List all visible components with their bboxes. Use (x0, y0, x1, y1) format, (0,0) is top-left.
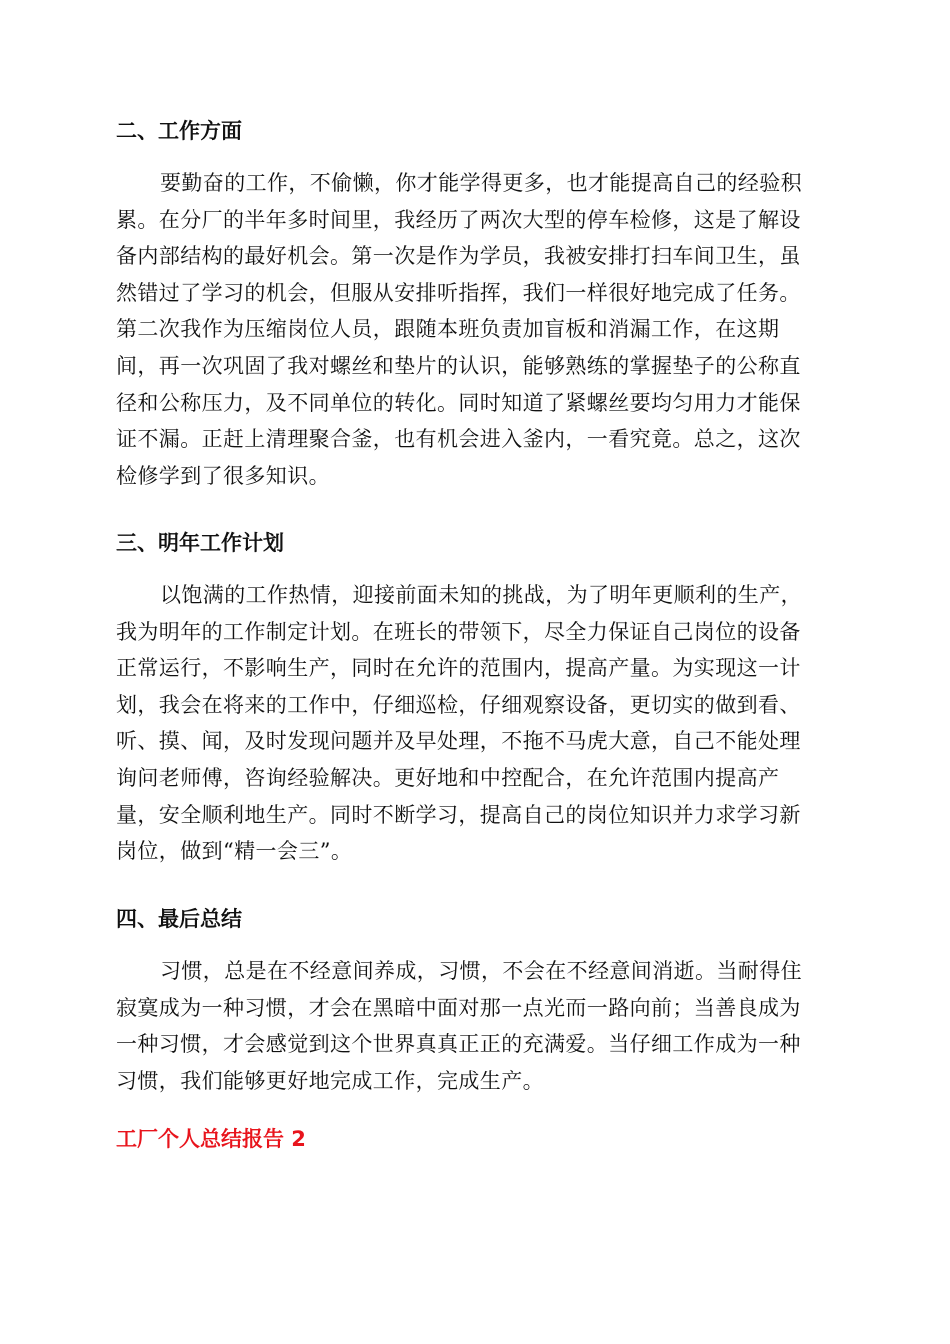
body-line: 询问老师傅，咨询经验解决。更好地和中控配合，在允许范围内提高产 (116, 765, 780, 790)
body-line: 量，安全顺利地生产。同时不断学习，提高自己的岗位知识并力求学习新 (116, 802, 801, 827)
body-line: 习惯，我们能够更好地完成工作，完成生产。 (116, 1068, 544, 1093)
body-line: 正常运行，不影响生产，同时在允许的范围内，提高产量。为实现这一计 (116, 656, 801, 681)
body-line: 检修学到了很多知识。 (116, 463, 330, 488)
body-line: 间，再一次巩固了我对螺丝和垫片的认识，能够熟练的掌握垫子的公称直 (116, 353, 801, 378)
body-line: 以饱满的工作热情，迎接前面未知的挑战，为了明年更顺利的生产， (160, 583, 802, 607)
next-report-title: 工厂个人总结报告 2 (116, 1127, 306, 1151)
body-line: 第二次我作为压缩岗位人员，跟随本班负责加盲板和消漏工作，在这期 (116, 317, 780, 342)
body-line: 证不漏。正赶上清理聚合釜，也有机会进入釜内，一看究竟。总之，这次 (116, 427, 801, 452)
body-line: 习惯，总是在不经意间养成，习惯，不会在不经意间消逝。当耐得住 (160, 959, 802, 983)
body-line: 备内部结构的最好机会。第一次是作为学员，我被安排打扫车间卫生，虽 (116, 244, 801, 269)
body-line: 径和公称压力，及不同单位的转化。同时知道了紧螺丝要均匀用力才能保 (116, 390, 801, 415)
body-line: 岗位，做到“精一会三”。 (116, 839, 353, 864)
body-line: 划，我会在将来的工作中，仔细巡检，仔细观察设备，更切实的做到看、 (116, 692, 801, 717)
body-line: 然错过了学习的机会，但服从安排听指挥，我们一样很好地完成了任务。 (116, 280, 801, 305)
body-line: 寂寞成为一种习惯，才会在黑暗中面对那一点光而一路向前；当善良成为 (116, 995, 801, 1020)
section-heading-work: 二、工作方面 (116, 119, 242, 143)
body-line: 我为明年的工作制定计划。在班长的带领下，尽全力保证自己岗位的设备 (116, 619, 801, 644)
section-heading-summary: 四、最后总结 (116, 907, 242, 931)
body-line: 听、摸、闻，及时发现问题并及早处理，不拖不马虎大意，自己不能处理 (116, 729, 801, 754)
body-line: 一种习惯，才会感觉到这个世界真真正正的充满爱。当仔细工作成为一种 (116, 1032, 801, 1057)
section-heading-plan: 三、明年工作计划 (116, 531, 284, 555)
section-body-work (116, 165, 836, 494)
body-line: 累。在分厂的半年多时间里，我经历了两次大型的停车检修，这是了解设 (116, 207, 801, 232)
section-body-summary (116, 953, 836, 1099)
section-body-plan (116, 577, 836, 870)
body-line: 要勤奋的工作，不偷懒，你才能学得更多，也才能提高自己的经验积 (160, 171, 802, 195)
